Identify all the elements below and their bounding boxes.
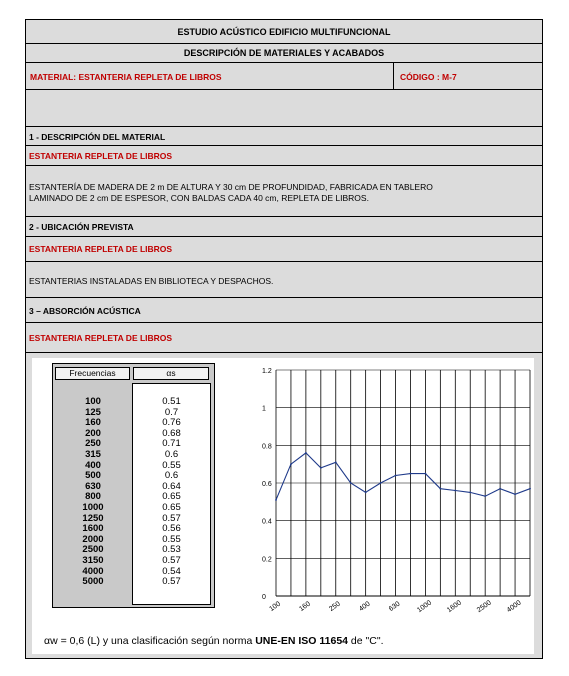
data-point [380, 482, 382, 484]
x-tick-label: 160 [298, 600, 312, 613]
frequency-header: Frecuencias [55, 367, 130, 380]
alpha-cell: 0.65 [162, 491, 181, 503]
x-tick-label: 2500 [475, 599, 493, 615]
caption-prefix: αw = 0,6 (L) y una clasificación según norma [44, 635, 256, 647]
data-point [514, 493, 516, 495]
classification-caption [44, 635, 383, 647]
alpha-cell: 0.64 [162, 480, 181, 492]
alpha-cell: 0.55 [162, 533, 181, 545]
section2-body-row [26, 262, 542, 298]
section1-subtitle: ESTANTERIA REPLETA DE LIBROS [29, 151, 173, 161]
alpha-cell: 0.71 [162, 438, 181, 450]
frequency-cell: 1250 [82, 512, 104, 524]
frequency-table [52, 363, 215, 608]
data-point [365, 492, 367, 494]
data-point [425, 473, 427, 475]
alpha-cell: 0.68 [162, 427, 181, 439]
section1-body-line2: LAMINADO DE 2 cm DE ESPESOR, CON BALDAS CADA 40 cm, REPLETA DE LIBROS. [29, 193, 369, 203]
material-row [26, 63, 542, 90]
alpha-header: αs [133, 367, 209, 380]
section1-subtitle-row [26, 146, 542, 166]
alpha-cell: 0.6 [164, 470, 179, 482]
data-point [410, 473, 412, 475]
section2-title-row [26, 217, 542, 237]
caption-standard: UNE-EN ISO 11654 [255, 635, 349, 647]
section2-subtitle: ESTANTERIA REPLETA DE LIBROS [29, 244, 173, 254]
frequency-cell: 160 [85, 417, 101, 429]
divider [393, 63, 394, 89]
data-point [439, 488, 441, 490]
frequency-cell: 2500 [82, 544, 104, 556]
material-label: MATERIAL: ESTANTERIA REPLETA DE LIBROS [30, 72, 222, 82]
frequency-cell: 630 [85, 480, 101, 492]
x-tick-label: 630 [387, 600, 402, 613]
frequency-cell: 500 [85, 470, 101, 482]
data-point [395, 475, 397, 477]
frequency-cell: 1000 [82, 502, 104, 513]
alpha-cell: 0.6 [164, 449, 179, 460]
title-row [26, 20, 542, 44]
section1-body-row [26, 166, 542, 217]
data-point [290, 463, 292, 465]
alpha-cell: 0.51 [162, 396, 181, 407]
absorption-panel [32, 358, 534, 654]
document-subtitle: DESCRIPCIÓN DE MATERIALES Y ACABADOS [183, 48, 385, 58]
document-title: ESTUDIO ACÚSTICO EDIFICIO MULTIFUNCIONAL [177, 27, 391, 37]
y-tick-label: 0.4 [262, 518, 272, 526]
alpha-cell: 0.76 [162, 417, 181, 429]
absorption-chart [232, 358, 534, 628]
data-point [499, 488, 501, 490]
frequency-cell: 3150 [82, 555, 104, 566]
section3-title: 3 – ABSORCIÓN ACÚSTICA [29, 306, 141, 316]
y-tick-label: 0.2 [262, 556, 272, 564]
alpha-cell: 0.56 [162, 523, 181, 535]
section3-subtitle: ESTANTERIA REPLETA DE LIBROS [29, 333, 173, 343]
section3-title-row [26, 298, 542, 323]
alpha-cell: 0.55 [162, 459, 181, 471]
section1-title-row [26, 127, 542, 146]
data-point [484, 495, 486, 497]
frequency-cell: 125 [85, 406, 101, 418]
section3-subtitle-row [26, 323, 542, 353]
x-tick-label: 100 [268, 600, 282, 613]
data-point [529, 488, 531, 490]
section1-title: 1 - DESCRIPCIÓN DEL MATERIAL [29, 132, 166, 142]
frequency-cell: 800 [85, 491, 101, 503]
y-tick-label: 1.2 [262, 368, 272, 375]
y-tick-label: 1 [262, 405, 266, 413]
data-point [305, 452, 307, 454]
frequency-cell: 200 [85, 427, 101, 439]
x-tick-label: 4000 [505, 599, 523, 615]
material-sheet [25, 19, 543, 659]
alpha-cell: 0.53 [162, 544, 181, 556]
section2-body: ESTANTERIAS INSTALADAS EN BIBLIOTECA Y DESPACHOS. [29, 276, 274, 286]
x-tick-label: 1000 [416, 599, 433, 615]
absorption-series-line [276, 453, 530, 500]
data-point [320, 467, 322, 469]
frequency-cell: 400 [85, 459, 101, 471]
data-point [275, 499, 277, 501]
code-label: CÓDIGO : M-7 [400, 72, 457, 82]
frequency-cell: 315 [85, 449, 101, 460]
frequency-cell: 250 [85, 438, 101, 450]
data-point [454, 490, 456, 492]
frequency-cell: 5000 [82, 576, 104, 588]
frequency-cell: 2000 [82, 533, 104, 545]
alpha-cell: 0.54 [162, 565, 181, 577]
y-tick-label: 0 [262, 594, 266, 601]
data-point [335, 461, 337, 463]
y-tick-label: 0.8 [262, 443, 272, 451]
alpha-cell: 0.7 [164, 406, 179, 418]
y-tick-label: 0.6 [262, 481, 272, 488]
section1-body-line1: ESTANTERÍA DE MADERA DE 2 m DE ALTURA Y 30 cm DE PROFUNDIDAD, FABRICADA EN TABLERO [29, 182, 433, 192]
alpha-cell: 0.57 [162, 576, 181, 588]
frequency-cell: 4000 [82, 565, 104, 577]
caption-suffix: de "C". [348, 635, 384, 647]
x-tick-label: 400 [357, 600, 372, 613]
x-tick-label: 250 [328, 600, 342, 613]
frequency-cell: 1600 [82, 523, 104, 535]
alpha-cell: 0.65 [162, 502, 181, 513]
x-tick-label: 1600 [446, 599, 463, 615]
subtitle-row [26, 44, 542, 63]
section2-title: 2 - UBICACIÓN PREVISTA [29, 222, 134, 232]
spacer-row [26, 90, 542, 127]
alpha-cell: 0.57 [162, 555, 181, 566]
section2-subtitle-row [26, 237, 542, 262]
frequency-cell: 100 [85, 396, 101, 407]
data-point [350, 482, 352, 484]
data-point [469, 492, 471, 494]
alpha-cell: 0.57 [162, 512, 181, 524]
